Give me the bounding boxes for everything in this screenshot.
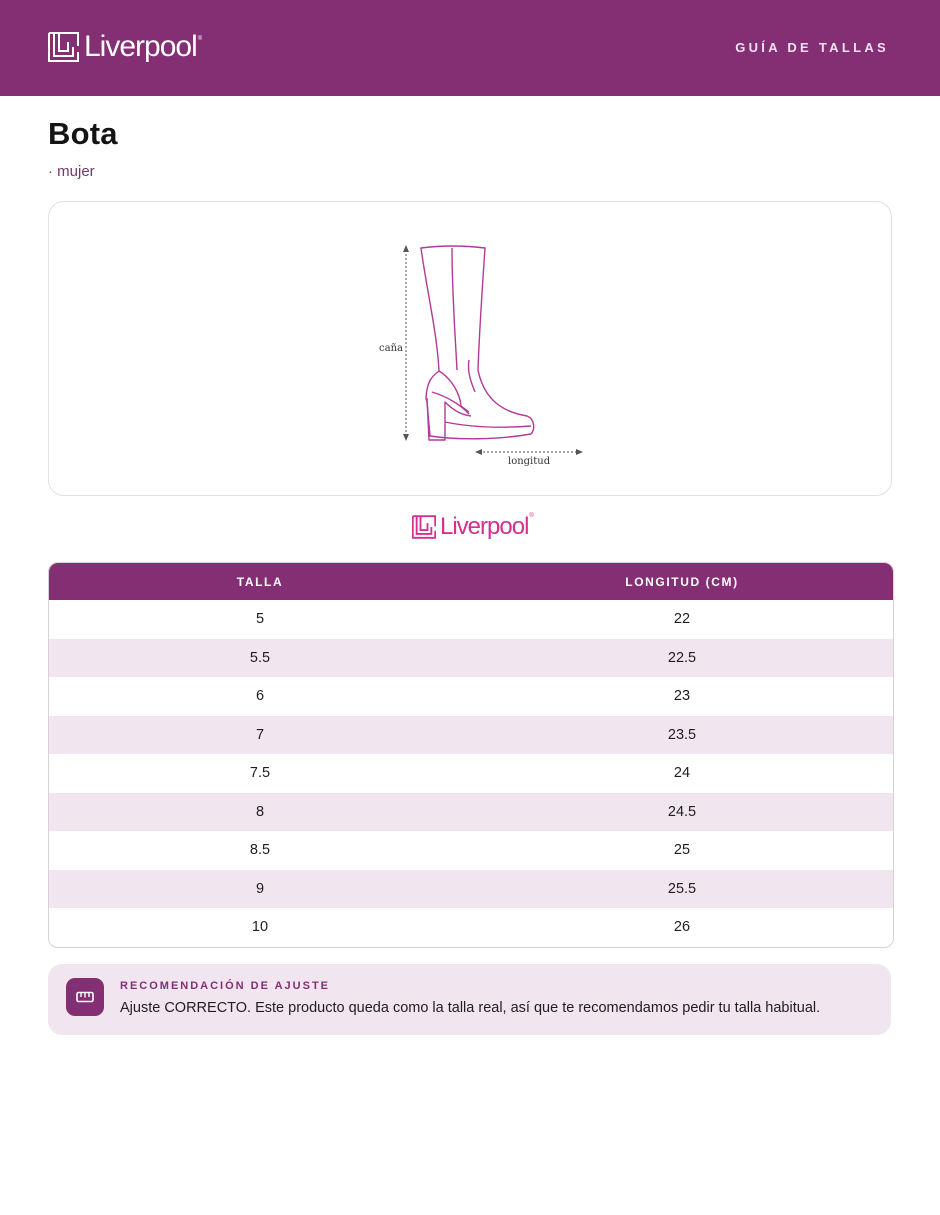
table-row: [49, 677, 893, 716]
length-cell: 24.5: [667, 803, 697, 820]
table-row: [49, 600, 893, 639]
size-cell: 7: [255, 726, 265, 743]
column-header-length: LONGITUD (CM): [625, 574, 739, 589]
length-cell: 23: [673, 688, 691, 705]
size-cell: 9: [255, 880, 265, 897]
product-category: · mujer: [48, 163, 95, 180]
page-title: Bota: [48, 116, 118, 151]
trademark-symbol: ®: [197, 36, 203, 42]
table-row: [49, 754, 893, 793]
liverpool-logo[interactable]: [48, 30, 202, 64]
size-cell: 8: [255, 803, 265, 820]
liverpool-logo-center: [412, 513, 534, 541]
size-cell: 10: [251, 919, 269, 936]
table-row: [49, 716, 893, 755]
length-cell: 25: [673, 842, 691, 859]
logo-wordmark: Liverpool: [440, 513, 529, 540]
table-row: [49, 639, 893, 678]
table-row: [49, 870, 893, 909]
boot-diagram-card: [48, 201, 892, 496]
length-cell: 22.5: [667, 649, 697, 666]
table-header: [49, 563, 893, 600]
column-header-size: TALLA: [236, 574, 284, 589]
length-label: longitud: [508, 456, 551, 467]
size-cell: 7.5: [249, 765, 271, 782]
liverpool-logo-mark-icon: [412, 515, 436, 539]
ruler-icon: [66, 978, 104, 1016]
table-row: [49, 831, 893, 870]
table-row: [49, 908, 893, 947]
length-cell: 22: [673, 611, 691, 628]
recommendation-text: Ajuste CORRECTO. Este producto queda como la talla real, así que te recomendamos pedir tu talla habitual.: [120, 1000, 821, 1016]
size-table: [48, 562, 894, 948]
boot-measurement-diagram: [339, 222, 601, 474]
size-cell: 5.5: [249, 649, 271, 666]
recommendation-title: RECOMENDACIÓN DE AJUSTE: [120, 980, 330, 992]
liverpool-logo-mark-icon: [48, 32, 79, 62]
length-cell: 25.5: [667, 880, 697, 897]
shaft-label: caña: [379, 343, 403, 354]
logo-wordmark: Liverpool: [84, 30, 197, 63]
fit-recommendation: [48, 964, 891, 1035]
length-cell: 26: [673, 919, 691, 936]
table-row: [49, 793, 893, 832]
length-cell: 24: [673, 765, 691, 782]
guide-title: GUÍA DE TALLAS: [735, 40, 889, 55]
page-header: [0, 0, 940, 96]
length-cell: 23.5: [667, 726, 697, 743]
table-body: [49, 600, 893, 947]
trademark-symbol: ®: [529, 513, 534, 519]
size-cell: 6: [255, 688, 265, 705]
size-cell: 8.5: [249, 842, 271, 859]
boot-illustration: [421, 246, 534, 440]
size-cell: 5: [255, 611, 265, 628]
